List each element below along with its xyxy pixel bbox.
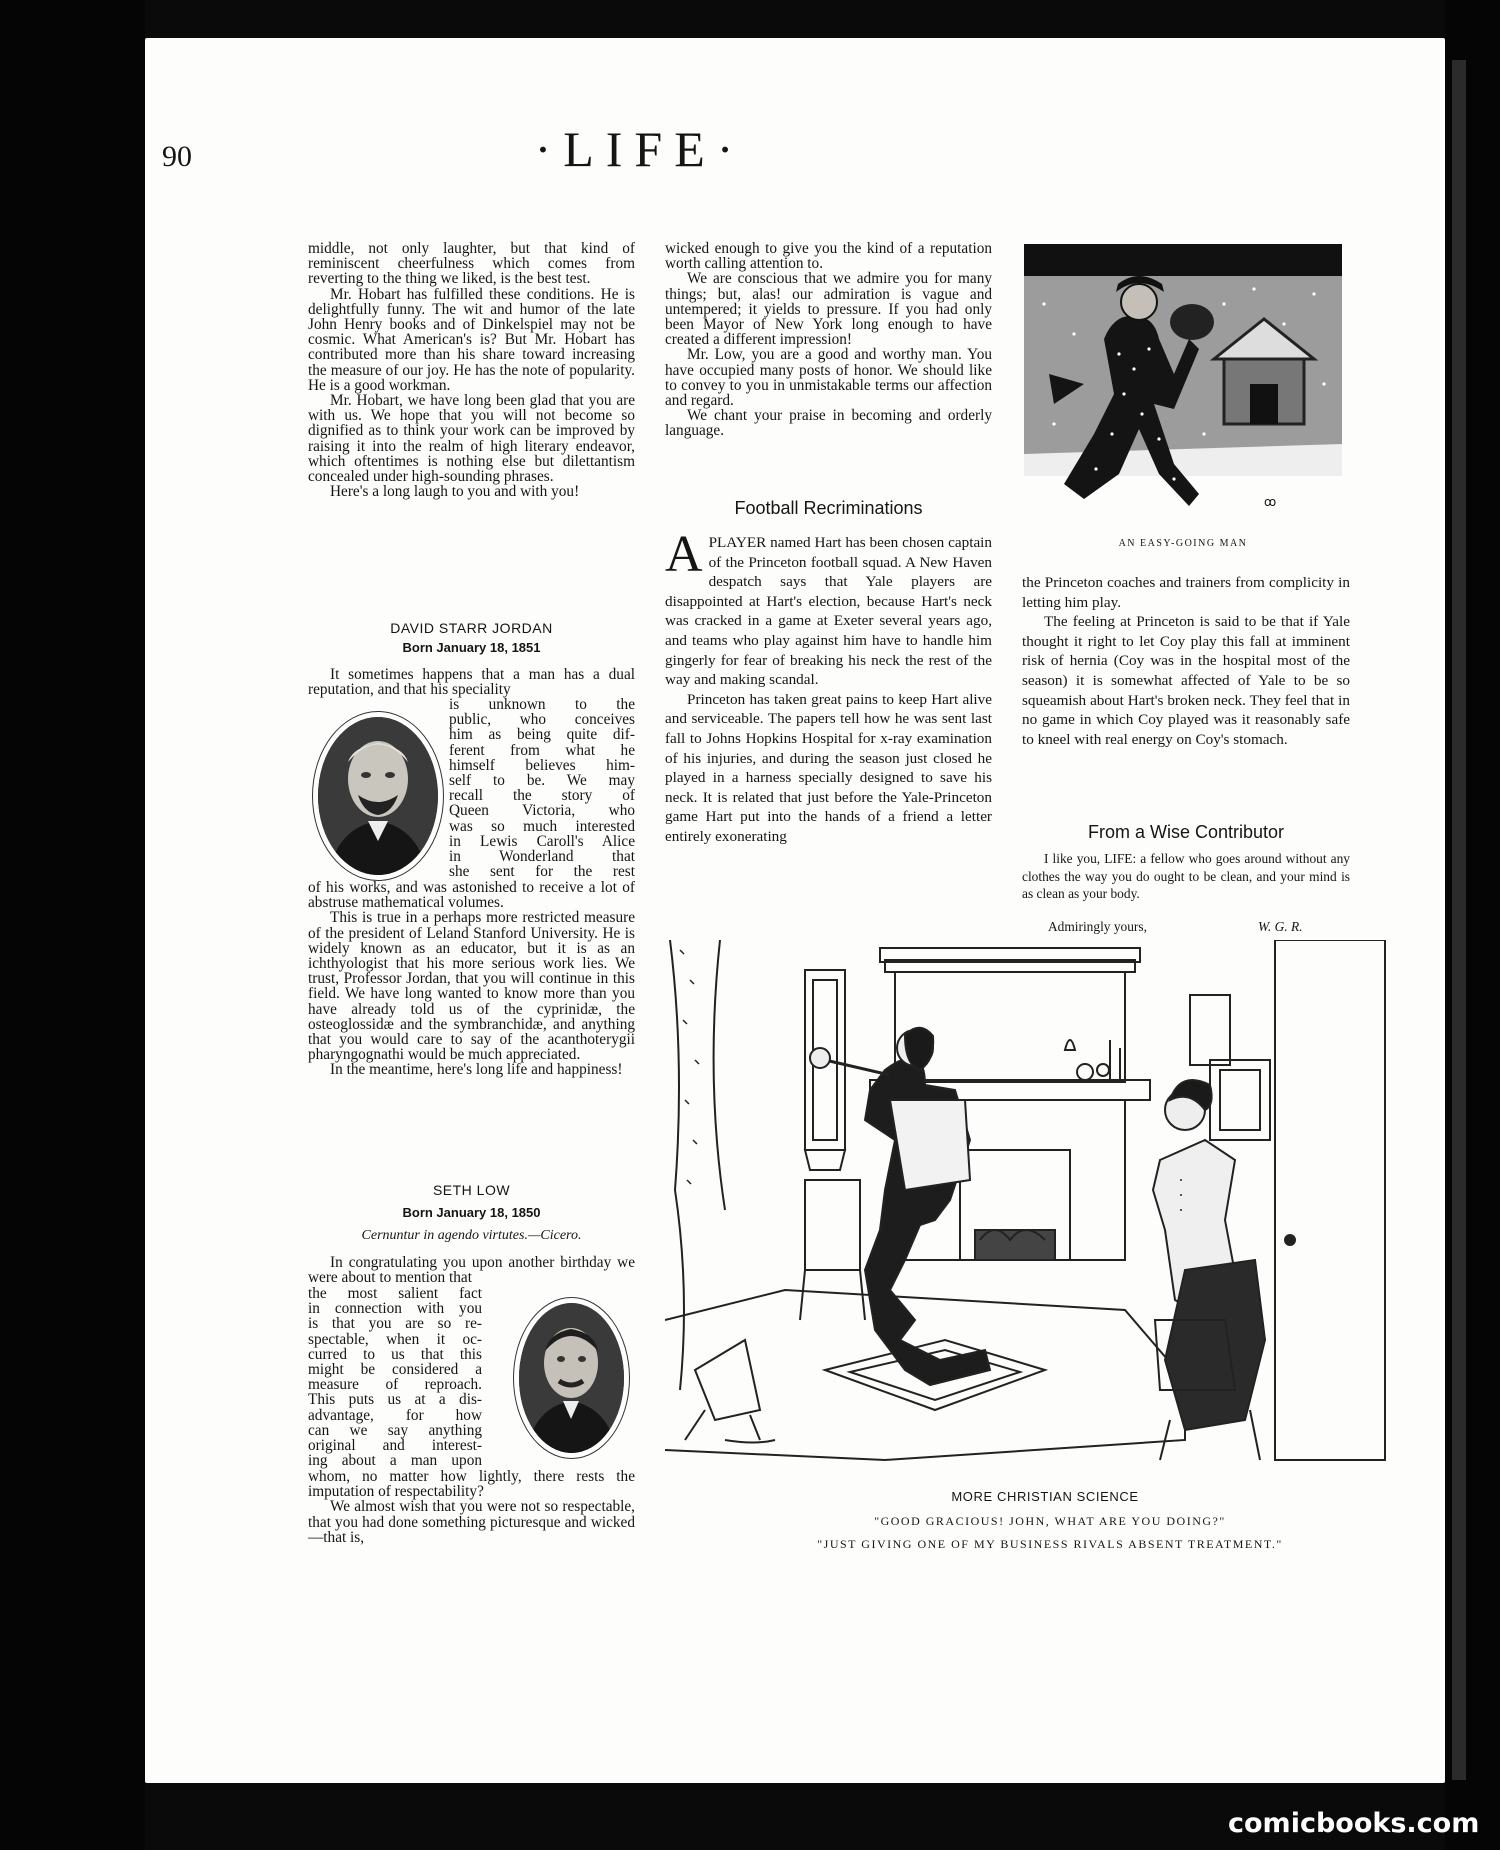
low-born: Born January 18, 1850 <box>402 1205 541 1220</box>
wrap-line: can we say anything <box>308 1421 482 1439</box>
paragraph: We almost wish that you were not so respectable, that you had done something picturesque and wicked—that is, <box>308 1498 635 1546</box>
paragraph: It sometimes happens that a man has a dual reputation, and that his speciality <box>308 666 635 699</box>
paragraph: In the meantime, here's long life and happiness! <box>330 1061 623 1079</box>
column-2-low-continued <box>665 241 992 439</box>
easy-going-man-caption: AN EASY-GOING MAN <box>1118 538 1248 549</box>
paragraph: This is true in a perhaps more restricted measure of the president of Leland Stanford University. He is widely known as an educator, but it is as an ichthyologist that his more serious work lies. We trust, Professor Jordan, that you will continue in this field. We have long wanted to know more than you have already told us of the cyprinidæ, the osteoglossidæ and the symbranchidæ, and anything that you would care to say of the acanthoterygii pharyngognathi would be much appreciated. <box>308 909 635 1064</box>
paragraph: middle, not only laughter, but that kind of reminiscent cheerfulness which comes from reverting to the thing we liked, is the best test. <box>308 240 635 288</box>
wrap-line: measure of reproach. <box>308 1376 482 1394</box>
football-body-continued <box>1022 573 1350 749</box>
wrap-line: recall the story of <box>449 787 635 805</box>
wrap-line: advantage, for how <box>308 1406 482 1424</box>
football-body <box>665 526 992 847</box>
site-watermark: comicbooks.com <box>1228 1808 1480 1839</box>
paragraph <box>665 526 992 690</box>
wrap-line: him as being quite dif- <box>449 726 635 744</box>
wrap-line: she sent for the rest <box>449 863 635 881</box>
low-heading: SETH LOW <box>432 1182 511 1198</box>
low-portrait <box>514 1298 629 1458</box>
wrap-line: himself believes him- <box>449 756 635 774</box>
wrap-line: in Wonderland that <box>449 848 635 866</box>
wrap-line: might be considered a <box>308 1361 482 1379</box>
football-heading: Football Recriminations <box>734 498 923 518</box>
cartoon-caption-line-1: "GOOD GRACIOUS! JOHN, WHAT ARE YOU DOING?" <box>874 1514 1226 1528</box>
wrap-line: in Lewis Caroll's Alice <box>449 832 635 850</box>
paragraph: The feeling at Princeton is said to be that if Yale thought it right to let Coy play this fall at imminent risk of hernia (Coy was in the hospital most of the season) it is somewhat affected of Yale to be so squeamish about Hart's broken neck. They feel that in no game in which Coy played was it reasonably safe to kneel with real energy on Coy's stomach. <box>1022 613 1350 748</box>
wrap-line: This puts us at a dis- <box>308 1391 482 1409</box>
cartoon-title: MORE CHRISTIAN SCIENCE <box>951 1489 1139 1504</box>
wise-initials: W. G. R. <box>1258 919 1303 934</box>
jordan-body <box>308 880 635 1078</box>
wrap-line: Queen Victoria, who <box>449 802 635 820</box>
paragraph: Here's a long laugh to you and with you! <box>330 483 580 501</box>
jordan-lead <box>308 667 635 697</box>
paragraph: We are conscious that we admire you for many things; but, alas! our admiration is vague and untempered; it yields to pressure. If you had only been Mayor of New York long enough to have created a different impression! <box>665 270 992 349</box>
wrap-line: spectable, when it oc- <box>308 1330 482 1348</box>
jordan-born: Born January 18, 1851 <box>402 640 541 655</box>
jordan-portrait <box>313 712 443 880</box>
paragraph: the Princeton coaches and trainers from complicity in letting him play. <box>1022 574 1350 611</box>
paragraph: I like you, LIFE: a fellow who goes around without any clothes the way you do ought to be clean, and your mind is as clean as your body. <box>1022 851 1350 901</box>
paragraph: wicked enough to give you the kind of a reputation worth calling attention to. <box>665 240 992 273</box>
wrap-line: in connection with you <box>308 1300 482 1318</box>
easy-going-man-illustration <box>1024 244 1342 524</box>
wrap-line: is that you are so re- <box>308 1315 482 1333</box>
lead-line: PLAYER named Hart has been chosen captain of the Princeton <box>708 534 992 571</box>
wrap-line: original and interest- <box>308 1437 482 1455</box>
wrap-line: self to be. We may <box>449 772 635 790</box>
wise-contributor-body <box>1022 850 1350 903</box>
paragraph: whom, no matter how lightly, there rests the imputation of respectability? <box>308 1468 635 1501</box>
wrap-line: public, who conceives <box>449 711 635 729</box>
wrap-line: the most salient fact <box>308 1285 482 1302</box>
svg-text:ꝏ: ꝏ <box>1264 495 1277 509</box>
paragraph: Princeton has taken great pains to keep Hart alive and serviceable. The papers tell how he was sent last fall to Johns Hopkins Hospital for x-ray examination of his injuries, and during the season just closed he played in a harness specially designed to save his neck. It is related that just before the Yale-Princeton game Hart put into the hands of a friend a letter entirely exonerating <box>665 690 992 845</box>
page-edge-strip <box>1452 60 1466 1780</box>
jordan-heading: DAVID STARR JORDAN <box>390 620 553 636</box>
low-motto: Cernuntur in agendo virtutes.—Cicero. <box>361 1228 582 1243</box>
cartoon-caption-line-2: "JUST GIVING ONE OF MY BUSINESS RIVALS ABSENT TREATMENT." <box>817 1537 1283 1551</box>
low-wrap-text <box>308 1286 482 1468</box>
wise-signoff: Admiringly yours, <box>1048 919 1147 934</box>
wrap-line: ing about a man upon <box>308 1452 482 1470</box>
paragraph: In congratulating you upon another birthday we were about to mention that <box>308 1254 635 1287</box>
drop-cap: A <box>665 526 703 583</box>
column-1-intro <box>308 241 635 499</box>
paragraph: of his works, and was astonished to receive a lot of abstruse mathematical volumes. <box>308 879 635 912</box>
low-body <box>308 1469 635 1545</box>
wrap-line: curred to us that this <box>308 1345 482 1363</box>
wrap-line: was so much interested <box>449 817 635 835</box>
low-lead <box>308 1255 635 1285</box>
christian-science-cartoon <box>665 940 1415 1480</box>
paragraph: Mr. Low, you are a good and worthy man. You have occupied many posts of honor. We should like to convey to you in unmistakable terms our affection and regard. <box>665 346 992 410</box>
masthead-title: ·LIFE· <box>534 121 746 177</box>
wrap-line: ferent from what he <box>449 741 635 759</box>
paragraph: Mr. Hobart has fulfilled these conditions. He is delightfully funny. The wit and humor of the late John Henry books and of Dinkelspiel may not be cosmic. What American's is? But Mr. Hobart has contributed more than his share toward increasing the measure of our joy. He has the note of popularity. He is a good workman. <box>308 285 635 394</box>
jordan-wrap-text <box>449 697 635 879</box>
paragraph: Mr. Hobart, we have long been glad that you are with us. We hope that you will not become so dignified as to think your work can be improved by raising it into the realm of high literary endeavor, which oftentimes is nothing else but dilettantism concealed under high-sounding phrases. <box>308 392 635 486</box>
paragraph: We chant your praise in becoming and orderly language. <box>665 407 992 440</box>
wise-contributor-heading: From a Wise Contributor <box>1087 822 1285 842</box>
page-number: 90 <box>162 140 192 173</box>
wrap-line: is unknown to the <box>449 696 635 713</box>
lead-rest: football squad. A New Haven despatch says that Yale players are disappointed at Hart's election, because Hart's neck was cracked in a game at Exeter several years ago, and teams who play against him have to handle him gingerly for fear of breaking his neck the rest of the way and making scandal. <box>665 553 992 689</box>
book-binding-left <box>0 0 145 1850</box>
